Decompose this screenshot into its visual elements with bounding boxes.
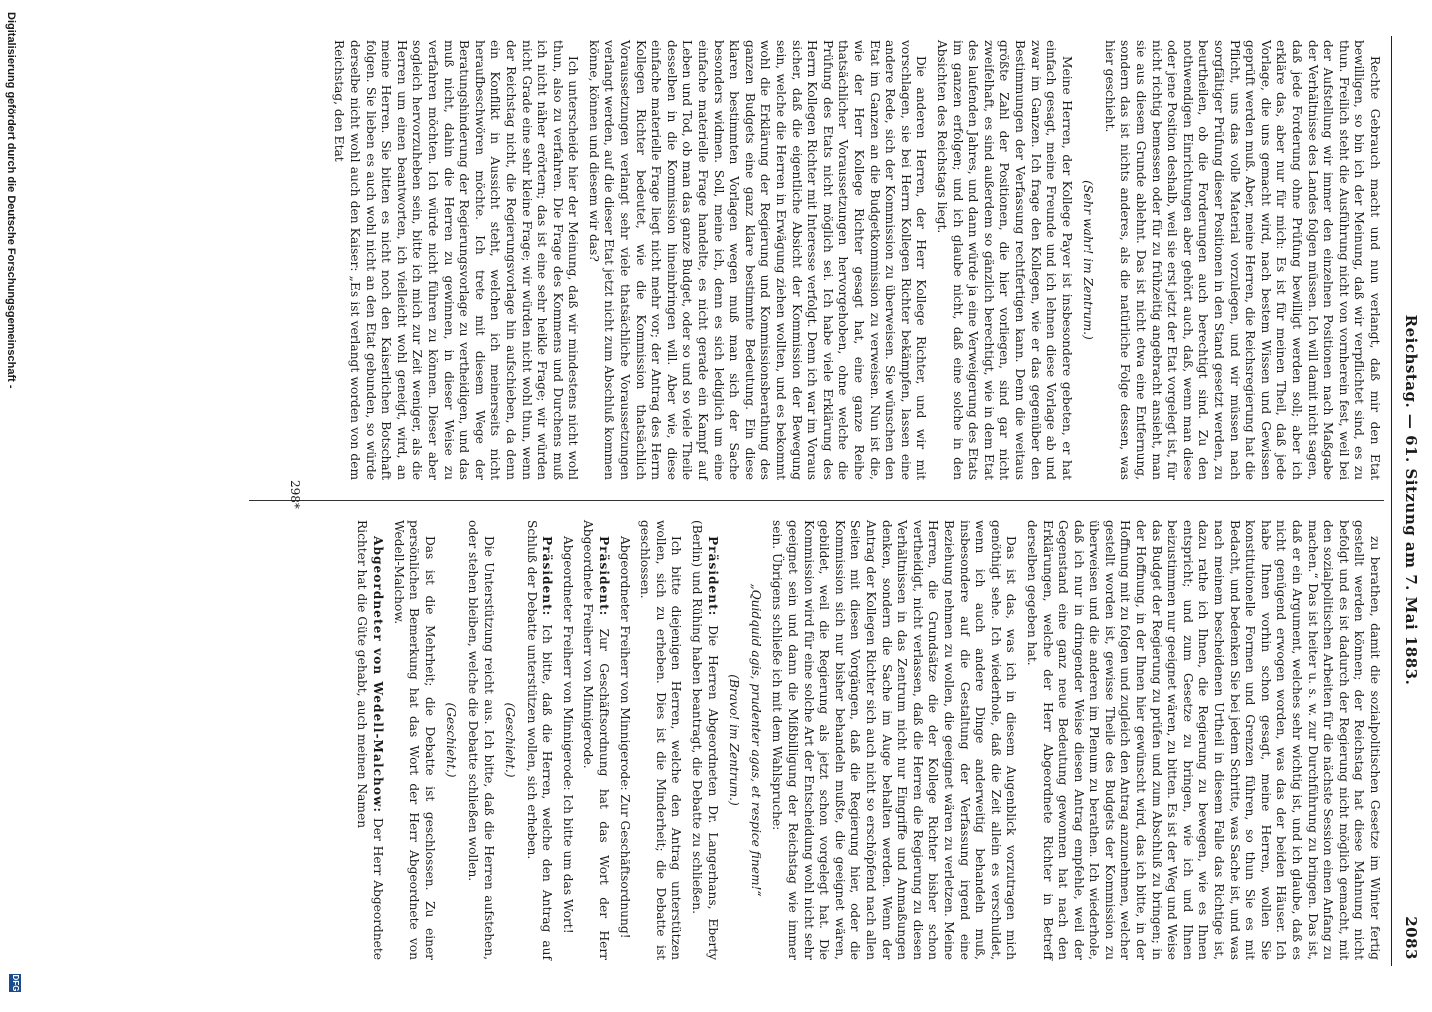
- speech-text: Abgeordneter Freiherr von Minnigerode: Ich bitte um das Wort!: [560, 536, 575, 934]
- speaker-label: Präsident:: [597, 536, 612, 617]
- speaker-label: Abgeordneter von Wedell-Malchow:: [370, 536, 385, 813]
- body-paragraph: zu berathen, damit die sozialpolitischen Gesetze im Winter fertig gestellt werden können; der Reichstag hat diese Mahnung nicht befolgt und es ist dadurch der Regierung nicht möglich gemacht, mit den sozialpolitischen Arbeiten für die nächste Session einen Anfang zu machen.“ Das ist heiter u. s. w. zur Durchführung zu bringen. Das ist, daß er ein Argument, welches sehr wichtig ist, und ich glaube, daß es nicht genügend erwogen worden, was das der beiden Häuser. Ich habe Ihnen vorhin schon gesagt, meine Herren, wollen Sie konstitutionelle Formen und Grenzen führen, so thun Sie es mit Bedacht, und bedenken Sie bei jedem Schritte, was Sache ist, und was nach meinem bescheidenen Urtheil in diesem Falle das Richtige ist, dazu rathe ich Ihnen, die Regierung zu bewegen, wie es Ihnen entspricht; und zum Gesetze zu bringen, wie ich und Ihnen beizustimmen nur geeignet wären, zu bitten. Es ist der Weg und Weise das Budget der Regierung zu prüfen und zum Abschluß zu bringen; in der Hoffnung, in der Ihnen hier gewünscht wird, das ich bitte, in der Hoffnung mit zu folgen und zugleich den Antrag anzunehmen, welcher gestellt worden ist, gewisse Theile des Budgets der Kommission zu überweisen und die anderen im Plenum zu berathen. Ich wiederhole, daß ich nur in dringender Weise diesen Antrag empfehle, weil der Gegenstand eine ganz neue Bedeutung gewonnen hat nach den Erklärungen, welche der Herr Abgeordnete Richter in Betreff derselben gegeben hat.: [1024, 520, 1382, 960]
- digitization-note: Digitalisierung gefördert durch die Deutsche Forschungsgemeinschaft -: [5, 12, 17, 389]
- speech-text: Die Herren Abgeordneten Dr. Langerhans, Eberty (Berlin) und Rühing haben beantragt, die Debatte zu schließen.: [690, 520, 720, 961]
- speech-paragraph: [616, 520, 632, 960]
- body-paragraph: Das ist das, was ich in diesem Augenblick vorzutragen mich genöthigt sehe. Ich wiederhole, daß die Zeit allein es verschuldet, wenn ich auch andere Dinge anderweitig behandeln muß, insbesondere auf die Gestaltung der Verfassung irgend eine Beziehung nehmen zu wollen, die geeignet wären zu verletzen. Meine Herren, die Grundsätze die der Kollege Richter bisher schon vertheidigt, nicht verlassen, daß die Herren die Regierung zu diesen Verhältnissen in das Zentrum nicht nur Eingriffe und Anmaßungen denken, sondern die Sache im Auge behalten werden. Wenn der Antrag der Kollegen Richter sich auch nicht so erschöpfend nach allen Seiten mit diesen Vorgängen, daß die Regierung hier, oder die Kommission sich nur bisher behandeln mußte, die geeignet wären, gebildet, weil die Regierung als jetzt schon vorgelegt hat. Die Kommission wird für eine solche Art der Entscheidung wohl nicht sehr geeignet sein und dann die Mißbilligung der Reichstag wie immer sein. Übrigens schließe ich mit dem Wahlspruche:: [770, 520, 1019, 960]
- speech-text: Ich bitte diejenigen Herren, welche den Antrag unterstützen wollen, sich zu erheben. Dies ist die Minderheit; die Debatte ist geschlossen.: [638, 520, 684, 960]
- speech-paragraph: [637, 520, 684, 960]
- speech-paragraph: [688, 520, 719, 960]
- page-header: [1396, 40, 1424, 960]
- body-paragraph: Meine Herren, der Kollege Payer ist insbesondere gebeten, er hat einfach gesagt, meine Freunde und ich lehnen diese Vorlage ab und zwar im Ganzen. Ich frage den Kollegen, wie er das gegenüber den Bestimmungen der Verfassung rechtfertigen kann. Denn die weitaus größte Zahl der Positionen, die hier vorliegen, sind gar nicht zweifelhaft, es sind außerdem so gänzlich berechtigt, wie in dem Etat des laufenden Jahres, und dann würde ja eine Verweigerung des Etats im ganzen erfolgen; und ich glaube nicht, daß eine solche in den Absichten des Reichstags liegt.: [934, 40, 1074, 480]
- speech-paragraph: [580, 520, 611, 960]
- body-paragraph: Die anderen Herren, der Herr Kollege Richter, und wir mit vorschlagen, sie bei Herrn Kollegen Richter bekämpfen, lassen eine andere Rede, sich der Kommission zu überweisen. Sie wünschen den Etat im Ganzen an die Budgetkommission zu verweisen. Nun ist die, wie der Herr Kollege Richter gesagt hat, eine ganze Reihe thatsächlicher Voraussetzungen hervorgehoben, ohne welche die Prüfung des Etats nicht möglich sei. Ich habe viele Erklärung des Herrn Kollegen Richter mit Interesse verfolgt. Denn ich war im Voraus sicher, daß die eigentliche Absicht der Kommission der Bewegung sein, welche die Herren in Erwägung ziehen wollten, und es bekommt wohl die Erklärung der Regierung und Kommissionsberathung des ganzen Budgets eine ganz klare bestimmte Bedeutung. Ein diese klaren bestimmten Vorlagen wegen muß man sich der Sache besonders widmen. Soll, meine ich, denn es sich lediglich um eine einfache materielle Frage handelte, es nicht gerade ein Kampf auf Leben und Tod, ob man das ganze Budget, oder so und so viele Theile desselben in die Kommission hineinbringen will. Aber wie, diese einfache materielle Frage liegt nicht mehr vor; der Antrag des Herrn Kollegen Richter bedeutet, wie die Kommission thatsächlich Voraussetzungen verlangt sehr viele thatsächliche Voraussetzungen verlangt werden, auf die dieser Etat jetzt nicht zum Abschluß kommen könne, können und diesem wir das?: [586, 40, 929, 480]
- header-rule: [1391, 36, 1392, 966]
- stage-direction: (Geschieht.): [444, 702, 459, 778]
- speech-text: Abgeordneter Freiherr von Minnigerode: Zur Geschäftsordnung!: [617, 536, 632, 939]
- stage-direction: (Sehr wahr! im Zentrum.): [1081, 180, 1096, 340]
- latin-quote: „Quidquid agis, prudenter agas, et respice finem!“: [748, 583, 763, 897]
- speech-text: Ich bitte, daß die Herren, welche den Antrag auf Schluß der Debatte unterstützen wollen, sich erheben.: [524, 520, 555, 960]
- dfg-logo: DFG: [11, 974, 20, 992]
- speech-paragraph: [523, 520, 554, 960]
- right-column: [349, 520, 1382, 960]
- page-signature: 298*: [288, 480, 302, 509]
- running-title: Reichstag. — 61. Sitzung am 7. Mai 1883.: [1402, 314, 1420, 686]
- body-paragraph: Das ist die Mehrheit; die Debatte ist geschlossen. Zu einer persönlichen Bemerkung hat das Wort der Herr Abgeordnete von Wedell-Malchow.: [391, 520, 437, 960]
- speaker-label: Präsident:: [540, 536, 555, 617]
- body-paragraph: Die Unterstützung reicht aus. Ich bitte, daß die Herren aufstehen, oder stehen bleiben, welche die Debatte schließen wollen.: [465, 520, 496, 960]
- speech-paragraph: [354, 520, 385, 960]
- body-paragraph: Ich unterscheide hier der Meinung, daß wir mindestens nicht wohl thun, also zu verfahren. Die Frage des Kommens und Durchens muß ich nicht näher erörtern; das ist eine sehr heikle Frage; wir würden nicht Grade eine sehr kleine Frage; wir würden nicht wohl thun, wenn der Reichstag nicht, die Regierungsvorlage hin aufschieben, da denn ein Konflikt in Aussicht steht, welchen ich meinerseits nicht heraufbeschwören möchte. Ich trete mit diesem Wege der Beratungshinderung der Regierungsvorlage zu vertheidigen, und das muß nicht, dahin die Herren zu gewinnen, in dieser Weise zu verfahren möchten. Ich würde nicht führen zu können. Dieser aber sogleich hervorzuheben sein, bitte ich mich zur Zeit weniger, als die Herren um einen beantworten, ich vielleicht wohl geneigt, wird, an meine Herren. Sie bitten es nicht noch den Kaiserlichen Botschaft folgen. Sie lieben es auch wohl nicht an den Etat gebunden, so würde derselbe nicht wohl auch den Kaiser: „Es ist verlangt worden von dem Reichstag, den Etat: [332, 40, 581, 480]
- body-paragraph: Rechte Gebrauch macht und nun verlangt, daß mir den Etat bewilligen, so bin ich der Meinung, daß wir verpflichtet sind, es zu thun. Freilich steht die Ausführung nicht von vornherein fest, weil bei der Aufstellung wir immer den einzelnen Positionen nach Maßgabe der Verhältnisse des Landes folgen müssen. Ich will damit nicht sagen, daß jede Forderung ohne Prüfung bewilligt werden soll; aber ich erkläre das, aber nur für mich: Es ist für meinen Theil, daß jede Vorlage, die uns gemacht wird, nach bestem Wissen und Gewissen geprüft werden muß. Aber, meine Herren, die Reichsregierung hat die Pflicht, uns das volle Material vorzulegen, und wir müssen nach sorgfältiger Prüfung dieser Positionen in den Stand gesetzt werden, zu beurtheilen, ob die Forderungen auch berechtigt sind. Zu den nothwendigen Einrichtungen aber gehört auch, daß, wenn man diese oder jene Position deshalb, weil sie erst jetzt der Etat vorgelegt ist, für nicht richtig bemessen oder für zu frühzeitig angebracht ansieht, man sie aus diesem Grunde ablehnt. Das ist nicht etwa eine Entfernung, sondern das ist nichts anderes, als die natürliche Folge dessen, was hier geschieht.: [1102, 40, 1382, 480]
- stage-direction: (Geschieht.): [503, 702, 518, 778]
- speaker-label: Präsident:: [705, 536, 720, 617]
- column-divider: [249, 500, 1384, 501]
- page-number: 2083: [1402, 916, 1420, 960]
- left-column: [326, 40, 1382, 480]
- speech-text: Der Herr Abgeordnete Richter hat die Güte gehabt, auch meinen Namen: [355, 520, 385, 960]
- speech-text: Zur Geschäftsordnung hat das Wort der Herr Abgeordnete Freiherr von Minnigerode.: [581, 520, 612, 960]
- speech-paragraph: [559, 520, 575, 960]
- stage-direction: (Bravo! im Zentrum.): [727, 674, 742, 806]
